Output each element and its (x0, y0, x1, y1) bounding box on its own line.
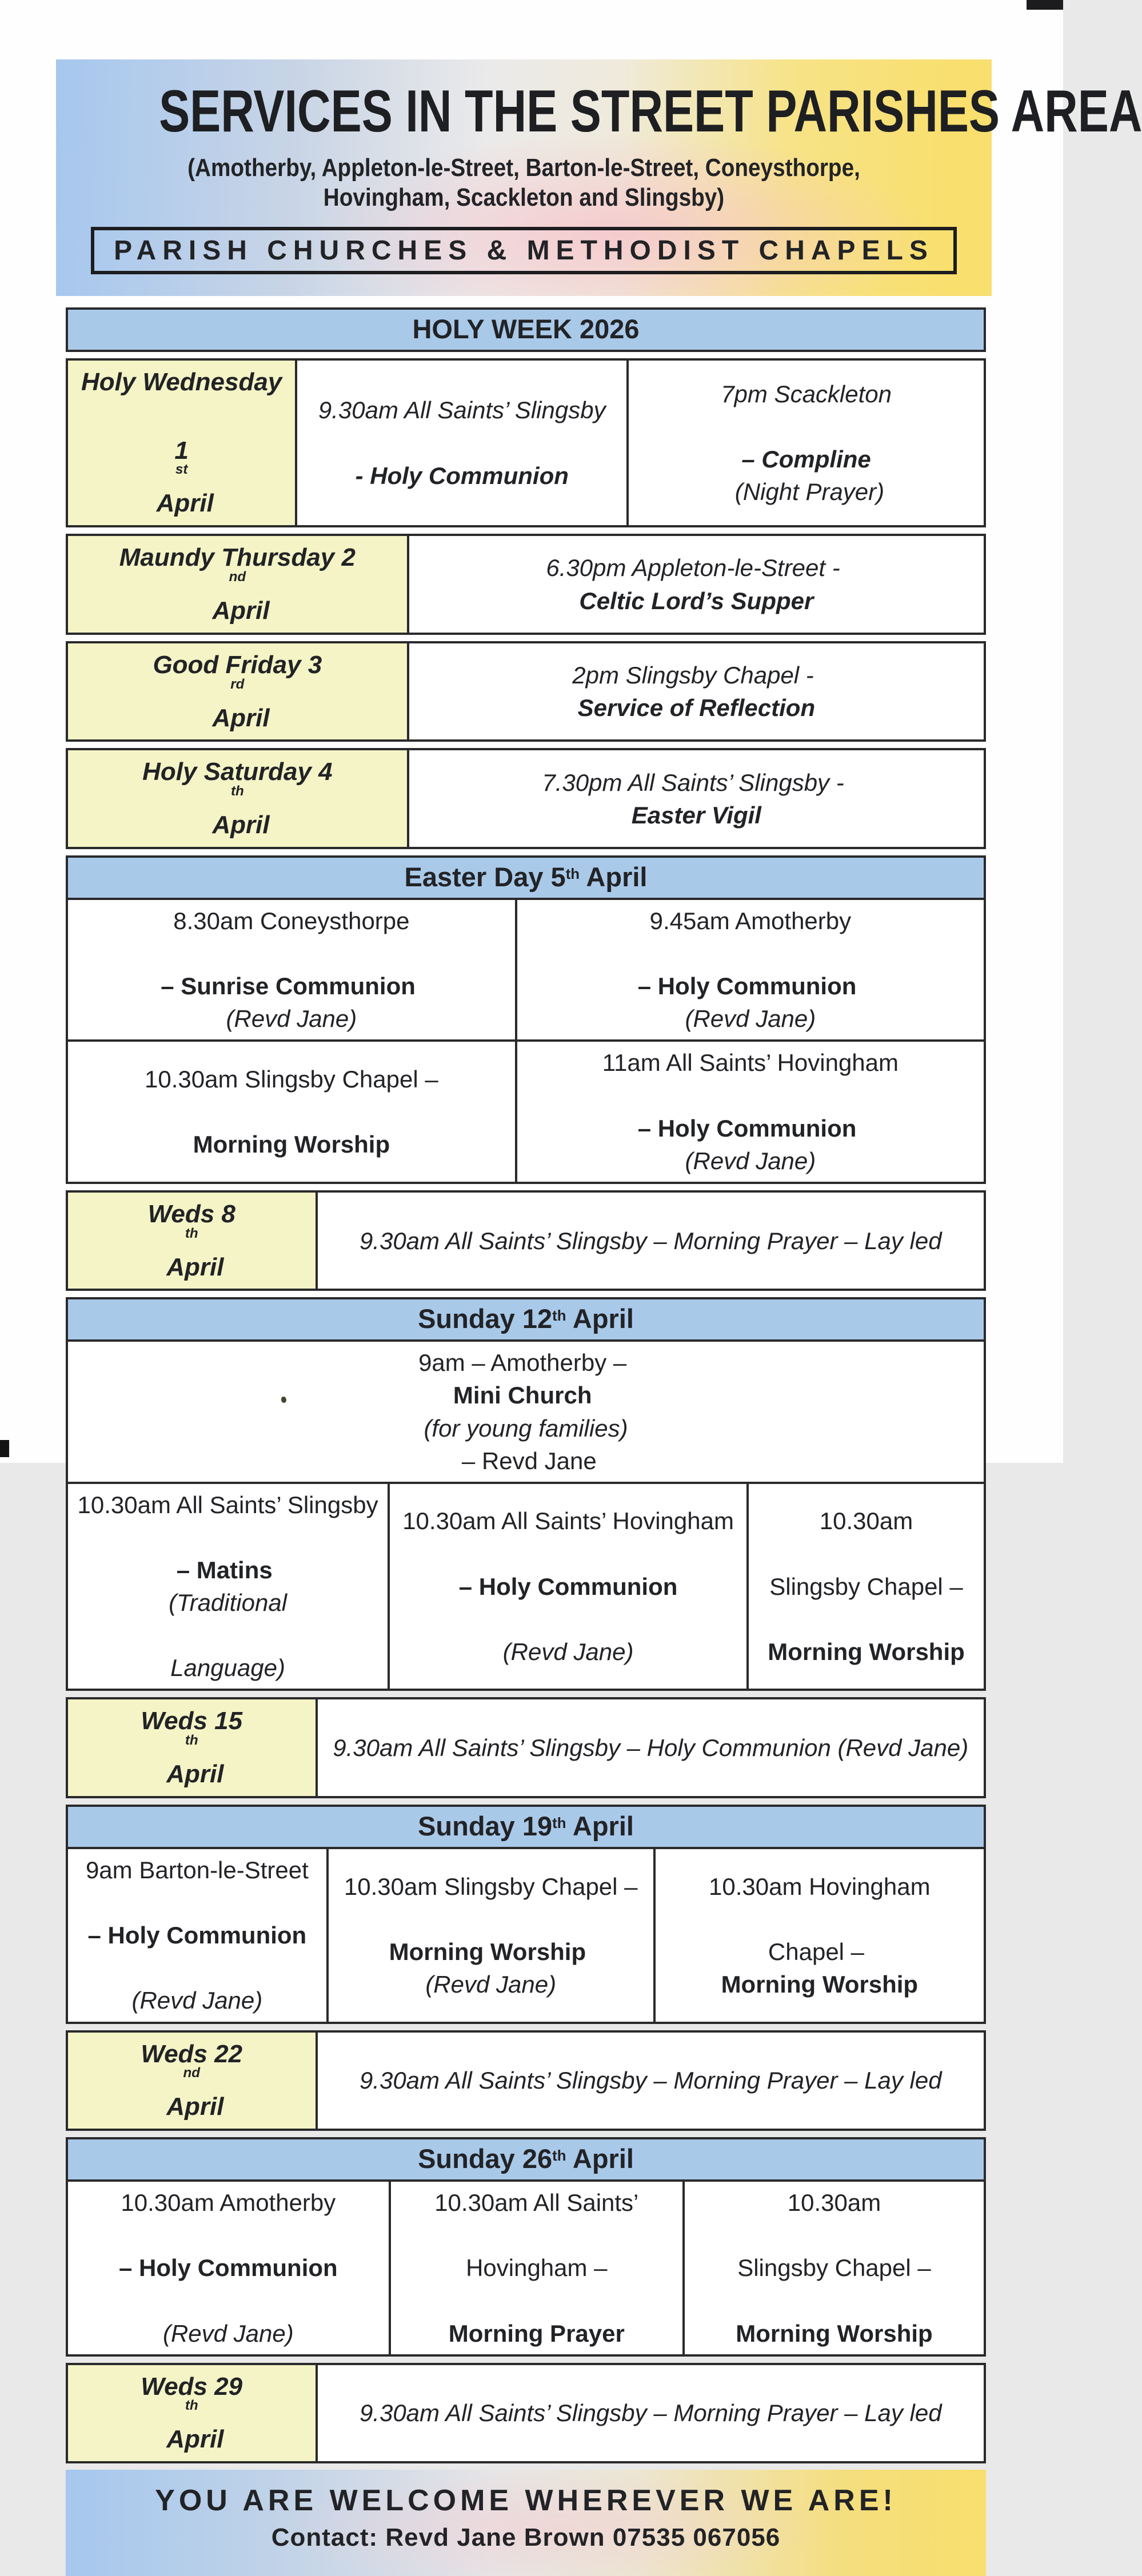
text-run: (Revd Jane) (425, 1970, 557, 1998)
text-run: th (185, 1733, 198, 1749)
text-run: April (205, 596, 270, 625)
table-row (68, 1699, 984, 1796)
text-run: – Holy Communion (87, 1922, 307, 1949)
text-run: th (552, 1815, 566, 1832)
contact-info: Contact: Revd Jane Brown 07535 067056 (271, 2523, 781, 2552)
service-cell (68, 2182, 389, 2354)
section-band (68, 2139, 984, 2179)
holy-week-header (66, 307, 986, 352)
service-cell (326, 1849, 653, 2022)
table-row (68, 2179, 984, 2354)
service-cell (316, 1699, 984, 1796)
text-run: 10.30am Hovingham (709, 1873, 931, 1900)
text-run: 11am All Saints’ Hovingham (602, 1049, 899, 1077)
text-run: Good Friday 3 (153, 650, 322, 679)
date-cell (68, 536, 407, 633)
text-run: 9am – Amotherby – (418, 1349, 633, 1377)
text-run: 2pm Slingsby Chapel - (572, 661, 821, 689)
text-run: Morning Prayer (448, 2319, 625, 2347)
text-run: April (580, 861, 648, 892)
text-run: April (159, 1253, 224, 1281)
welcome-message: YOU ARE WELCOME WHEREVER WE ARE! (155, 2484, 897, 2518)
text-run: – Matins (176, 1557, 279, 1583)
text-run: 10.30am (787, 2189, 881, 2217)
text-run: 9am Barton-le-Street (85, 1857, 309, 1883)
text-run: April (159, 2425, 224, 2454)
text-run: 9.30am All Saints’ Slingsby (318, 397, 606, 424)
table-row (68, 1339, 984, 1481)
text-run: Slingsby Chapel – (769, 1573, 963, 1600)
service-cell (746, 1484, 984, 1689)
page-title: SERVICES IN THE STREET PARISHES AREA (159, 78, 1142, 145)
header-banner (56, 59, 1142, 296)
text-run: (Revd Jane) (685, 1147, 816, 1174)
scan-speck (281, 1397, 286, 1403)
service-cell (653, 1849, 984, 2022)
text-run: – Holy Communion (119, 2254, 338, 2282)
good-friday-row (66, 641, 986, 742)
text-run: Morning Worship (193, 1131, 390, 1158)
maundy-thursday-row (66, 534, 986, 635)
text-run: Hovingham – (466, 2254, 608, 2282)
text-run: April (566, 1811, 634, 1841)
text-run: th (230, 783, 244, 799)
text-run: Easter Vigil (631, 801, 761, 829)
service-cell (68, 1342, 984, 1481)
text-run: 9.30am All Saints’ Slingsby – Morning Prayer – Lay led (359, 1227, 942, 1254)
section-band (68, 310, 984, 350)
text-run: (Revd Jane) (685, 1005, 816, 1033)
text-run: April (566, 1303, 634, 1334)
text-run: 10.30am Slingsby Chapel – (344, 1873, 638, 1900)
table-row (68, 898, 984, 1039)
text-run: th (552, 1308, 566, 1325)
subtitle-line-2: Hovingham, Scackleton and Slingsby) (323, 183, 725, 211)
table-row (68, 1193, 984, 1289)
scan-artifact-top-right (1027, 0, 1063, 10)
text-run: 9.30am All Saints’ Slingsby – Morning Prayer – Lay led (359, 2067, 942, 2094)
text-run: (for young families) (424, 1414, 628, 1442)
text-run: Holy Wednesday (81, 368, 282, 396)
weds-29-row (66, 2363, 986, 2464)
date-cell (68, 361, 295, 525)
text-run: 9.45am Amotherby (649, 907, 852, 934)
service-cell (515, 900, 984, 1039)
weds-22-row (66, 2030, 986, 2131)
table-row (68, 2033, 984, 2129)
text-run: (Night Prayer) (728, 478, 885, 506)
service-cell (388, 1484, 746, 1689)
text-run: th (565, 866, 580, 882)
subtitle-line-1: (Amotherby, Appleton-le-Street, Barton-le-Street, Coneysthorpe, (187, 154, 860, 182)
text-run: 9.30am All Saints’ Slingsby – Morning Prayer – Lay led (359, 2399, 942, 2427)
footer-banner (66, 2470, 986, 2576)
table-row (68, 643, 984, 740)
date-cell (68, 2365, 316, 2462)
text-run: – Holy Communion (458, 1573, 678, 1600)
service-cell (316, 2365, 984, 2462)
service-cell (407, 643, 984, 740)
text-run: – Holy Communion (637, 1114, 864, 1142)
weds-15-row (66, 1697, 986, 1798)
text-run: - Holy Communion (355, 462, 569, 489)
service-cell (68, 1484, 388, 1689)
text-run: Service of Reflection (577, 694, 816, 722)
text-run: 10.30am Amotherby (121, 2189, 336, 2217)
text-run: 10.30am All Saints’ Slingsby (77, 1491, 378, 1518)
weds-8-row (66, 1190, 986, 1291)
service-cell (68, 1849, 326, 2022)
service-cell (316, 2033, 984, 2129)
section-band (68, 858, 984, 898)
parish-churches-banner: PARISH CHURCHES & METHODIST CHAPELS (91, 227, 957, 274)
text-run: Weds 8 (147, 1199, 235, 1228)
text-run: April (159, 2093, 224, 2121)
text-run: April (149, 489, 214, 518)
text-run: th (185, 1225, 198, 1241)
text-run: April (205, 703, 270, 732)
text-run: Slingsby Chapel – (737, 2254, 931, 2282)
date-cell (68, 2033, 316, 2129)
text-run: Holy Saturday 4 (142, 758, 333, 786)
services-table (66, 307, 986, 2463)
scan-artifact-bottom-left (0, 1440, 9, 1457)
text-run: 10.30am All Saints’ (434, 2189, 639, 2217)
sunday-19-section (66, 1805, 986, 2024)
sunday-26-section (66, 2137, 986, 2357)
text-run: – Holy Communion (637, 973, 864, 1000)
easter-day-section (66, 855, 986, 1184)
table-row (68, 536, 984, 633)
text-run: Morning Worship (768, 1638, 965, 1665)
service-cell (682, 2182, 984, 2354)
text-run: – Revd Jane (455, 1447, 597, 1474)
holy-saturday-row (66, 748, 986, 849)
text-run: Morning Worship (721, 1970, 919, 1998)
text-run: th (185, 2398, 198, 2414)
text-run: Sunday 19 (418, 1811, 553, 1841)
text-run: Weds 15 (141, 1707, 243, 1735)
text-run: 7pm Scackleton (721, 380, 892, 407)
service-cell (68, 900, 515, 1039)
text-run: Weds 22 (141, 2039, 243, 2068)
date-cell (68, 1699, 316, 1796)
table-row (68, 1482, 984, 1689)
text-run: Maundy Thursday 2 (119, 543, 356, 572)
service-cell (68, 1042, 515, 1181)
text-run: (Revd Jane) (162, 2319, 294, 2347)
holy-wednesday-row (66, 358, 986, 527)
text-run: April (205, 811, 270, 839)
text-run: Morning Worship (389, 1938, 593, 1965)
text-run: 10.30am All Saints’ Hovingham (402, 1507, 734, 1535)
service-cell (295, 361, 626, 525)
text-run: (Revd Jane) (226, 1005, 357, 1033)
text-run: Chapel – (768, 1938, 871, 1965)
section-band (68, 1299, 984, 1339)
text-run: HOLY WEEK 2026 (412, 314, 640, 344)
text-run: April (566, 2143, 634, 2174)
text-run: Language) (170, 1654, 285, 1682)
service-cell (626, 361, 984, 525)
text-run: – Compline (741, 446, 871, 473)
text-run: 10.30am (819, 1507, 913, 1535)
table-row (68, 750, 984, 847)
text-run: – Sunrise Communion (161, 973, 422, 1000)
text-run: 8.30am Coneysthorpe (173, 907, 410, 934)
table-row (68, 2365, 984, 2462)
text-run: 6.30pm Appleton-le-Street - (546, 554, 847, 582)
service-cell (407, 536, 984, 633)
text-run: (Revd Jane) (131, 1987, 263, 2014)
text-run: rd (230, 676, 245, 692)
text-run: (Traditional (169, 1589, 288, 1617)
text-run: Celtic Lord’s Supper (579, 587, 814, 614)
text-run: 1 (174, 436, 189, 465)
table-row (68, 361, 984, 525)
section-band (68, 1807, 984, 1847)
date-cell (68, 643, 407, 740)
text-run: April (159, 1760, 224, 1789)
text-run: Weds 29 (141, 2372, 243, 2401)
text-run: Easter Day 5 (404, 861, 566, 892)
text-run: 7.30pm All Saints’ Slingsby - (542, 769, 851, 796)
service-cell (407, 750, 984, 847)
sunday-12-section (66, 1297, 986, 1691)
table-row (68, 1847, 984, 2022)
text-run: Morning Worship (736, 2319, 933, 2347)
text-run: Mini Church (453, 1382, 599, 1409)
text-run: nd (183, 2065, 201, 2081)
text-run: (Revd Jane) (502, 1638, 634, 1665)
text-run: th (552, 2148, 566, 2165)
service-cell (515, 1042, 984, 1181)
service-cell (389, 2182, 682, 2354)
date-cell (68, 1193, 316, 1289)
text-run: Sunday 12 (418, 1303, 553, 1334)
text-run: 9.30am All Saints’ Slingsby – Holy Communion (Revd Jane) (333, 1734, 969, 1762)
text-run: st (175, 462, 188, 478)
text-run: 10.30am Slingsby Chapel – (145, 1065, 438, 1093)
date-cell (68, 750, 407, 847)
text-run: Sunday 26 (418, 2143, 553, 2174)
text-run: nd (229, 569, 246, 585)
service-cell (316, 1193, 984, 1289)
table-row (68, 1039, 984, 1181)
